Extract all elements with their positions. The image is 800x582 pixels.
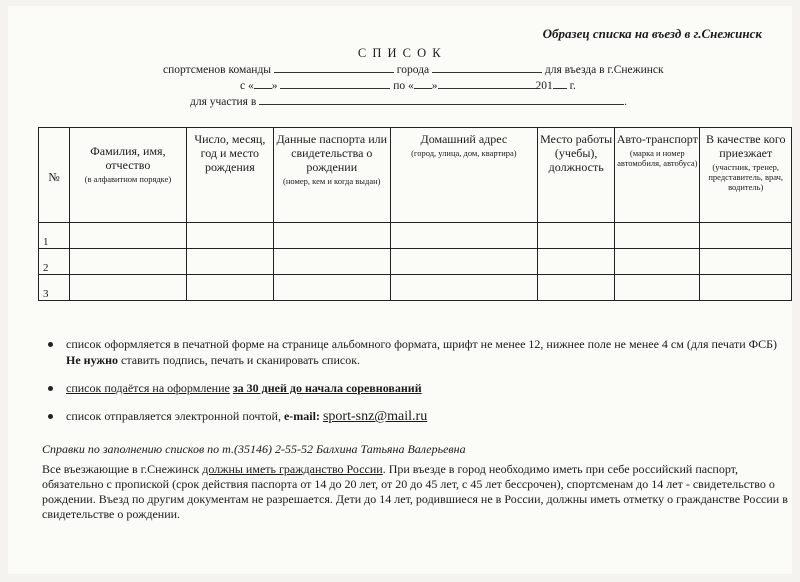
table-cell[interactable] xyxy=(390,223,538,249)
table-cell[interactable] xyxy=(186,249,273,275)
email-link[interactable]: sport-snz@mail.ru xyxy=(322,409,428,424)
col-header-passport: Данные паспорта или свидетельства о рождении (номер, кем и когда выдан) xyxy=(274,128,390,223)
notes-list xyxy=(44,336,784,425)
reference-contact: Справки по заполнению списков по т.(35146) 2-55-52 Балхина Татьяна Валерьевна xyxy=(42,442,466,456)
table-cell[interactable] xyxy=(274,275,390,301)
to-month-blank[interactable] xyxy=(438,78,536,89)
table-header-row xyxy=(39,128,792,223)
row-number: 1 xyxy=(39,223,70,249)
note-deadline-bold: за 30 дней до начала соревнований xyxy=(232,381,422,395)
event-blank[interactable] xyxy=(259,94,624,105)
table-cell[interactable] xyxy=(274,249,390,275)
table-cell[interactable] xyxy=(390,249,538,275)
table-cell[interactable] xyxy=(615,223,700,249)
note-email: список отправляется электронной почтой, e-mail: sport-snz@mail.ru xyxy=(44,408,784,425)
quote-close-2: » xyxy=(431,80,438,92)
label-from: с « xyxy=(240,80,254,92)
quote-close-1: » xyxy=(271,80,278,92)
table-row xyxy=(39,249,792,275)
table-row xyxy=(39,223,792,249)
row-number: 2 xyxy=(39,249,70,275)
label-entry: для въезда в г.Снежинск xyxy=(544,64,664,76)
to-day-blank[interactable] xyxy=(414,78,432,89)
year-prefix: 201 xyxy=(535,80,553,92)
col-header-role: В качестве кого приезжает (участник, тренер, представитель, врач, водитель) xyxy=(700,128,792,223)
table-cell[interactable] xyxy=(538,223,615,249)
table-cell[interactable] xyxy=(700,223,792,249)
year-blank[interactable] xyxy=(553,78,567,89)
note-deadline: список подаётся на оформление за 30 дней до начала соревнований xyxy=(44,380,784,396)
table-cell[interactable] xyxy=(274,223,390,249)
table-cell[interactable] xyxy=(70,275,186,301)
table-cell[interactable] xyxy=(390,275,538,301)
from-day-blank[interactable] xyxy=(254,78,272,89)
note-no-signature: Не нужно xyxy=(66,353,119,367)
label-event: для участия в xyxy=(190,96,257,108)
table-cell[interactable] xyxy=(538,275,615,301)
table-cell[interactable] xyxy=(538,249,615,275)
table-cell[interactable] xyxy=(70,223,186,249)
label-city: города xyxy=(396,64,430,76)
row-number: 3 xyxy=(39,275,70,301)
document-page xyxy=(8,6,792,574)
participants-table xyxy=(38,127,792,301)
label-to: по « xyxy=(393,80,414,92)
event-end: . xyxy=(624,96,628,108)
note-format: список оформляется в печатной форме на странице альбомного формата, шрифт не менее 12, нижнее поле не менее 4 см (для печати ФСБ) Не нужно ставить подпись, печать и сканировать список. xyxy=(44,336,784,368)
table-cell[interactable] xyxy=(615,275,700,301)
list-title: С П И С О К xyxy=(357,46,443,60)
table-cell[interactable] xyxy=(700,275,792,301)
citizenship-requirement: должны иметь гражданство России xyxy=(202,462,383,476)
table-cell[interactable] xyxy=(186,223,273,249)
from-month-blank[interactable] xyxy=(280,78,390,89)
year-suffix: г. xyxy=(569,80,576,92)
col-header-number: № xyxy=(39,128,70,223)
city-blank[interactable] xyxy=(432,62,542,73)
table-row xyxy=(39,275,792,301)
table-cell[interactable] xyxy=(186,275,273,301)
label-team: спортсменов команды xyxy=(163,64,272,76)
table-cell[interactable] xyxy=(615,249,700,275)
col-header-work: Место работы (учебы), должность xyxy=(538,128,615,223)
form-line-team xyxy=(163,62,664,76)
team-blank[interactable] xyxy=(274,62,394,73)
form-line-dates xyxy=(240,78,576,92)
entry-rules-paragraph: Все въезжающие в г.Снежинск должны иметь гражданство России. При въезде в город необходимо иметь при себе российский паспорт, обязательно с пропиской (срок действия паспорта от 14 до 20 лет, от 20 до 45 лет, с 45 лет бессрочен), спортсменам до 14 лет - свидетельство о рождении. Въезд по другим документам не разрешается. Дети до 14 лет, родившиеся не в России, должны иметь отметку о гражданстве России в свидетельстве о рождении. xyxy=(42,462,788,521)
sample-title: Образец списка на въезд в г.Снежинск xyxy=(542,26,762,41)
col-header-transport: Авто-транспорт (марка и номер автомобиля, автобуса) xyxy=(615,128,700,223)
table-cell[interactable] xyxy=(70,249,186,275)
table-cell[interactable] xyxy=(700,249,792,275)
col-header-name: Фамилия, имя, отчество (в алфавитном порядке) xyxy=(70,128,186,223)
email-label: e-mail: xyxy=(283,409,320,423)
form-line-event xyxy=(190,94,627,108)
col-header-address: Домашний адрес (город, улица, дом, квартира) xyxy=(390,128,538,223)
col-header-birth: Число, месяц, год и место рождения xyxy=(186,128,273,223)
